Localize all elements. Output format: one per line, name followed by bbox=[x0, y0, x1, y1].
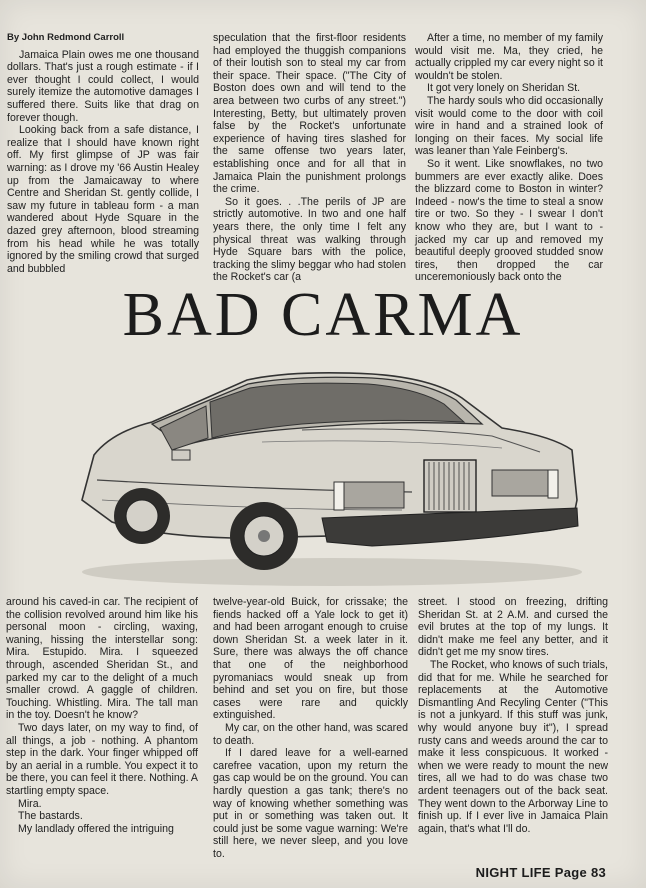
paragraph: speculation that the first-floor residents had employed the thuggish companions of their loutish son to steal my car from their space. Their space. ("The City of Boston does own and will tend to the area between two curbs of any street.") Interesting, Betty, but ultimately proven false by the Rocket's unfortunate experience of having tires slashed for the same offense two years later, establishing once and for all that in Jamaica Plain the punishment prolongs the crime. bbox=[213, 32, 406, 196]
paragraph: Mira. bbox=[18, 797, 42, 810]
paragraph: The bastards. bbox=[18, 810, 83, 823]
paragraph: Two days later, on my way to find, of all things, a job - nothing. A phantom step in the dark. Your finger whipped off by an aerial in a rumble. You expect it to be there, you can feel it there. Nothing. A startling empty space. bbox=[6, 721, 198, 797]
paragraph: The hardy souls who did occasionally visit would come to the door with coil wire in hand and a strained look of longing on their faces. My social life was leaner than Yale Feinberg's. bbox=[415, 94, 603, 158]
paragraph: My car, on the other hand, was scared to death. bbox=[213, 721, 408, 747]
paragraph: It got very lonely on Sheridan St. bbox=[427, 82, 581, 95]
article-column-2 bbox=[213, 32, 406, 284]
paragraph: twelve-year-old Buick, for crissake; the fiends hacked off a Yale lock to get it) and had been arrogant enough to cruise down Sheridan St. a week later in it. Sure, there was always the off chance that one of the neighborhood pyromaniacs would sneak up from behind and set you on fire, but those cases were rare and quickly extinguished. bbox=[213, 596, 408, 722]
article-column-1 bbox=[7, 32, 199, 275]
headline: BAD CARMA bbox=[122, 281, 524, 349]
paragraph: street. I stood on freezing, drifting Sheridan St. at 2 A.M. and cursed the evil brutes at the top of my lungs. It didn't make me feel any better, and it didn't get me my snow tires. bbox=[418, 596, 608, 659]
paragraph: If I dared leave for a well-earned carefree vacation, upon my return the gas cap would be on the ground. You can hardly question a gas tank; there's no way of knowing whether something was put in or something was taken out. It could just be some vague warning: We're still here, we never sleep, and you love to. bbox=[213, 747, 408, 860]
car-illustration bbox=[72, 350, 592, 590]
byline: By John Redmond Carroll bbox=[7, 32, 125, 43]
paragraph: Looking back from a safe distance, I realize that I should have known right off. My first glimpse of JP was fair warning: as I drove my '66 Austin Healey up from the Jamaicaway to where Centre and Sheridan St. gently collide, I saw my future in tableau form - a man wandered about Hyde Square in the dazed grey afternoon, blood streaming from his head while he was totally ignored by the smiling crowd that surged and bubbled bbox=[7, 124, 199, 275]
page-footer: NIGHT LIFE Page 83 bbox=[475, 865, 606, 880]
paragraph: around his caved-in car. The recipient of the collision revolved around him like his personal moon - circling, waxing, waning, hissing the interstellar song: Mira. Estupido. Mira. I squeezed through, ascended Sheridan St., and parked my car to the delight of a much smaller crowd. A gaggle of children. Touching. Whistling. Mira. The tall man in the toy. Doesn't he know? bbox=[6, 596, 198, 722]
article-column-6 bbox=[418, 596, 608, 835]
paragraph: So it goes. . .The perils of JP are strictly automotive. In two and one half years there, the only time I felt any physical threat was walking through Hyde Square bars with the police, tracking the slimy beggar who had stolen the Rocket's car (a bbox=[213, 195, 406, 284]
paragraph: After a time, no member of my family would visit me. Ma, they cried, he actually crippled my car every night so it wouldn't be stolen. bbox=[415, 32, 603, 82]
paragraph: Jamaica Plain owes me one thousand dollars. That's just a rough estimate - if I ever thought I could collect, I would surely itemize the automotive damages I suffered there. Suits like that drag on forever though. bbox=[7, 48, 199, 124]
paragraph: The Rocket, who knows of such trials, did that for me. While he searched for replacements at the Automotive Dismantling And Recyling Center ("This is not a junkyard. If this stuff was junk, why would anyone buy it"), I spread rusty cans and weeds around the car to make it less conspicuous. It worked - when we were ready to mount the new tires, all we had to do was chase two ardent teenagers out of the back seat. They went down to the Arborway Line to finish up. If I ever live in Jamaica Plain again, that's what I'll do. bbox=[418, 658, 608, 835]
article-column-5 bbox=[213, 596, 408, 860]
paragraph: My landlady offered the intriguing bbox=[18, 822, 174, 835]
article-column-3 bbox=[415, 32, 603, 284]
article-column-4 bbox=[6, 596, 198, 835]
paragraph: So it went. Like snowflakes, no two bummers are ever exactly alike. Does the blizzard come to Boston in winter? Indeed - now's the time to steal a snow tire or two. So they - I swear I don't know who they are, but I want to - jacked my car up and removed my beautiful deeply grooved studded snow tires, then dropped the car unceremoniously back onto the bbox=[415, 157, 603, 284]
